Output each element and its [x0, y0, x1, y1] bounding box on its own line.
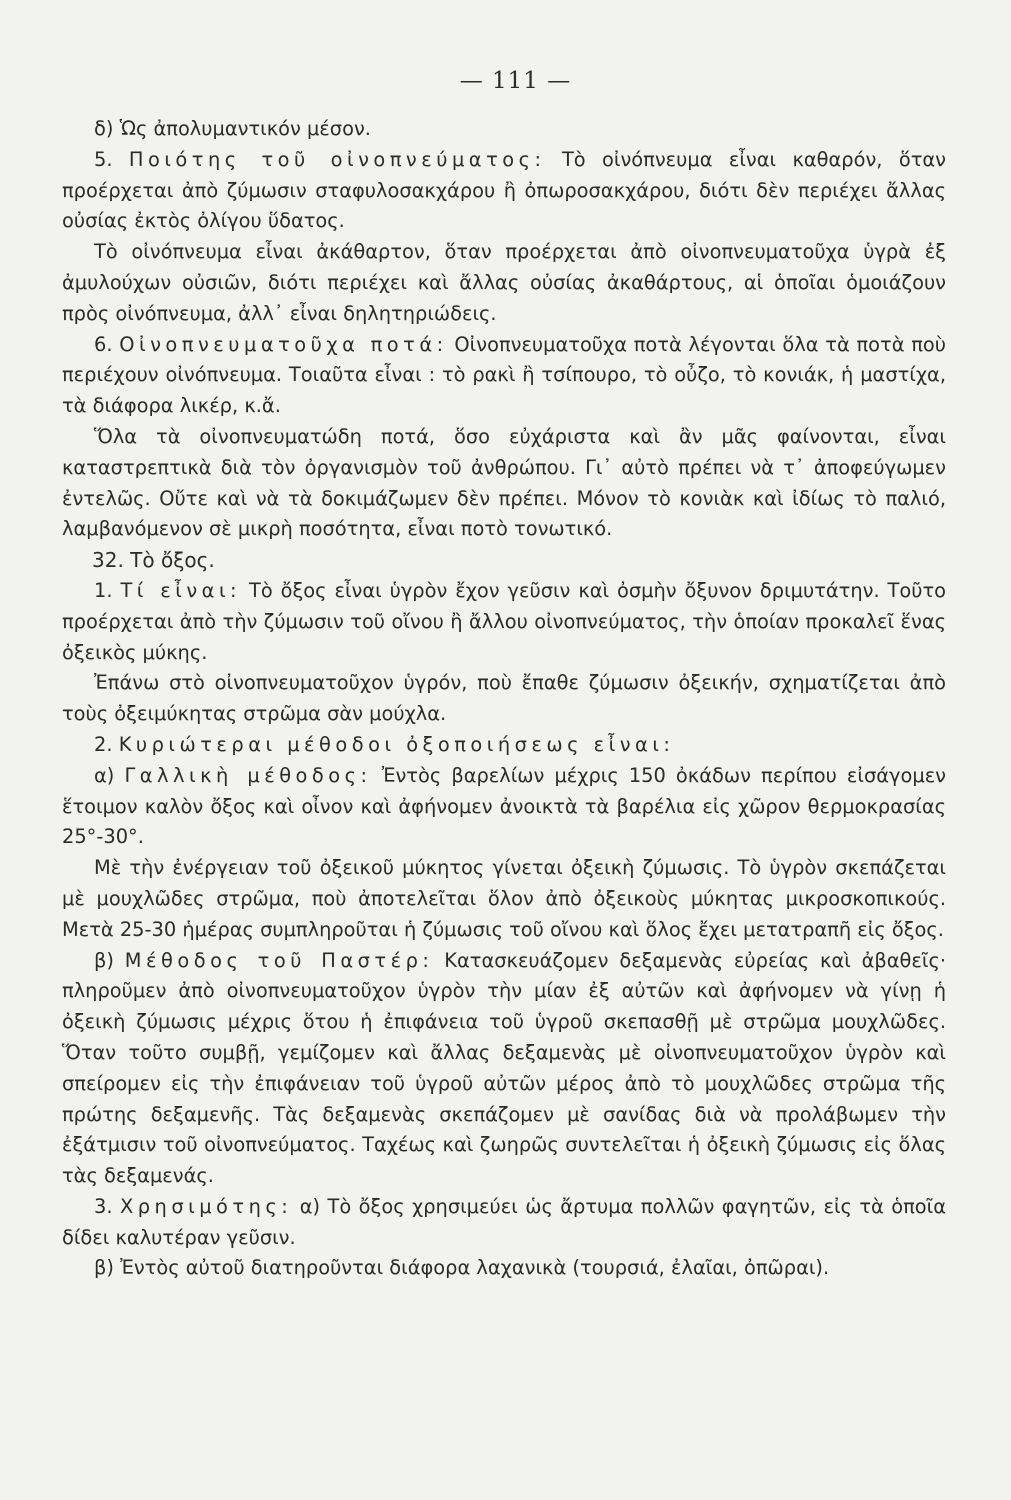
item-label: α) — [94, 763, 115, 787]
paragraph-s1 — [62, 576, 946, 668]
paragraph-s1b: Ἐπάνω στὸ οἰνοπνευματοῦχον ὑγρόν, ποὺ ἔπαθε ζύμωσιν ὀξεικήν, σχηματίζεται ἀπὸ τοὺς ὀξειμύκητας στρῶμα σὰν μούχλα. — [62, 671, 946, 726]
paragraph-6b: Ὅλα τὰ οἰνοπνευματώδη ποτά, ὅσο εὐχάριστα καὶ ἂν μᾶς φαίνονται, εἶναι καταστρεπτικὰ διὰ τὸν ὀργανισμὸν τοῦ ἀνθρώπου. Γι᾿ αὐτὸ πρέπει νὰ τ᾿ ἀποφεύγωμεν ἐντελῶς. Οὔτε καὶ νὰ τὰ δοκιμάζωμεν δὲν πρέπει. Μόνον τὸ κονιὰκ καὶ ἰδίως τὸ παλιό, λαμβανόμενον σὲ μικρὴ ποσότητα, εἶναι ποτὸ τονωτικό. — [62, 424, 946, 541]
paragraph-s2b — [62, 946, 946, 1192]
item-title: Μέθοδος τοῦ Παστέρ: — [124, 948, 434, 972]
paragraph-s2 — [62, 730, 946, 761]
item-text: α) Τὸ ὄξος χρησιμεύει ὡς ἄρτυμα πολλῶν φαγητῶν, εἰς τὰ ὁποῖα δίδει καλυτέραν γεῦσιν. — [62, 1194, 946, 1249]
item-text: Τὸ ὄξος εἶναι ὑγρὸν ἔχον γεῦσιν καὶ ὀσμὴν ὄξυνον δριμυτάτην. Τοῦτο προέρχεται ἀπὸ τὴν ζύμωσιν τοῦ οἴνου ἢ ἄλλου οἰνοπνεύματος, τὴν ὁποίαν προκαλεῖ ἕνας ὀξεικὸς μύκης. — [62, 578, 946, 664]
page-number: — 111 — — [459, 68, 572, 94]
item-title: Χρησιμότης: — [119, 1194, 293, 1218]
item-number: 2. — [94, 732, 113, 756]
paragraph-6 — [62, 330, 946, 422]
item-text: Κατασκευάζομεν δεξαμενὰς εὐρείας καὶ ἀβαθεῖς· πληροῦμεν ἀπὸ οἰνοπνευματοῦχον ὑγρὸν τὴν μίαν ἐξ αὐτῶν καὶ ἀφήνομεν νὰ γίνῃ ἡ ὀξεικὴ ζύμωσις μέχρις ὅτου ἡ ἐπιφάνεια τοῦ ὑγροῦ σκεπασθῇ μὲ στρῶμα μουχλῶδες. Ὅταν τοῦτο συμβῇ, γεμίζομεν καὶ ἄλλας δεξαμενὰς μὲ οἰνοπνευματοῦχον ὑγρὸν καὶ σπείρομεν εἰς τὴν ἐπιφάνειαν τοῦ ὑγροῦ αὐτῶν μέρος ἀπὸ τὸ μουχλῶδες στρῶμα τῆς πρώτης δεξαμενῆς. Τὰς δεξαμενὰς σκεπάζομεν μὲ σανίδας διὰ νὰ προλάβωμεν τὴν ἐξάτμισιν τοῦ οἰνοπνεύματος. Ταχέως καὶ ζωηρῶς συντελεῖται ἡ ὀξεικὴ ζύμωσις εἰς ὅλας τὰς δεξαμενάς. — [62, 948, 946, 1188]
paragraph-5b: Τὸ οἰνόπνευμα εἶναι ἀκάθαρτον, ὅταν προέρχεται ἀπὸ οἰνοπνευματοῦχα ὑγρὰ ἐξ ἀμυλούχων οὐσιῶν, διότι περιέχει καὶ ἄλλας οὐσίας ἀκαθάρτους, αἱ ὁποῖαι ὁμοιάζουν πρὸς οἰνόπνευμα, ἀλλ᾿ εἶναι δηλητηριώδεις. — [62, 240, 946, 325]
paragraph-delta: δ) Ὡς ἀπολυμαντικόν μέσον. — [94, 117, 371, 140]
item-text: Τὸ οἰνόπνευμα εἶναι καθαρόν, ὅταν προέρχεται ἀπὸ ζύμωσιν σταφυλοσακχάρου ἢ ὀπωροσακχάρου, διότι δὲν περιέχει ἄλλας οὐσίας ἐκτὸς ὀλίγου ὕδατος. — [62, 147, 947, 233]
paragraph-5 — [62, 145, 946, 237]
item-title: Οἰνοπνευματοῦχα ποτά: — [119, 332, 448, 356]
item-number: 5. — [94, 147, 113, 171]
item-number: 1. — [94, 578, 113, 602]
item-number: 6. — [94, 332, 113, 356]
paragraph-s2a2: Μὲ τὴν ἐνέργειαν τοῦ ὀξεικοῦ μύκητος γίνεται ὀξεικὴ ζύμωσις. Τὸ ὑγρὸν σκεπάζεται μὲ μουχλῶδες στρῶμα, ποὺ ἀποτελεῖται ὅλον ἀπὸ ὀξεικοὺς μύκητας μικροσκοπικούς. Μετὰ 25-30 ἡμέρας συμπληροῦται ἡ ζύμωσις τοῦ οἴνου καὶ ὅλος ἔχει μετατραπῆ εἰς ὄξος. — [62, 856, 946, 941]
item-title: Γαλλικὴ μέθοδος: — [124, 763, 372, 787]
page-body — [62, 114, 946, 1284]
item-number: 3. — [94, 1194, 113, 1218]
item-title: Ποιότης τοῦ οἰνοπνεύματος: — [128, 147, 546, 171]
paragraph-s2a — [62, 761, 946, 853]
paragraph-s3 — [62, 1192, 946, 1254]
item-title: Κυριώτεραι μέθοδοι ὀξοποιήσεως εἶναι: — [118, 732, 675, 756]
item-title: Τί εἶναι: — [120, 578, 242, 602]
item-label: β) — [94, 948, 114, 972]
paragraph-s3b: β) Ἐντὸς αὐτοῦ διατηροῦνται διάφορα λαχανικὰ (τουρσιά, ἐλαῖαι, ὀπῶραι). — [94, 1256, 830, 1280]
section-heading: 32. Τὸ ὄξος. — [92, 548, 215, 573]
item-text: Ἐντὸς βαρελίων μέχρις 150 ὀκάδων περίπου εἰσάγομεν ἕτοιμον καλὸν ὄξος καὶ οἶνον καὶ ἀφήνομεν ἀνοικτὰ τὰ βαρέλια εἰς χῶρον θερμοκρασίας 25°-30°. — [62, 763, 947, 849]
item-text: Οἰνοπνευματοῦχα ποτὰ λέγονται ὅλα τὰ ποτὰ ποὺ περιέχουν οἰνόπνευμα. Τοιαῦτα εἶναι : τὸ ρακὶ ἢ τσίπουρο, τὸ οὖζο, τὸ κονιάκ, ἡ μαστίχα, τὰ διάφορα λικέρ, κ.ἄ. — [62, 332, 946, 418]
